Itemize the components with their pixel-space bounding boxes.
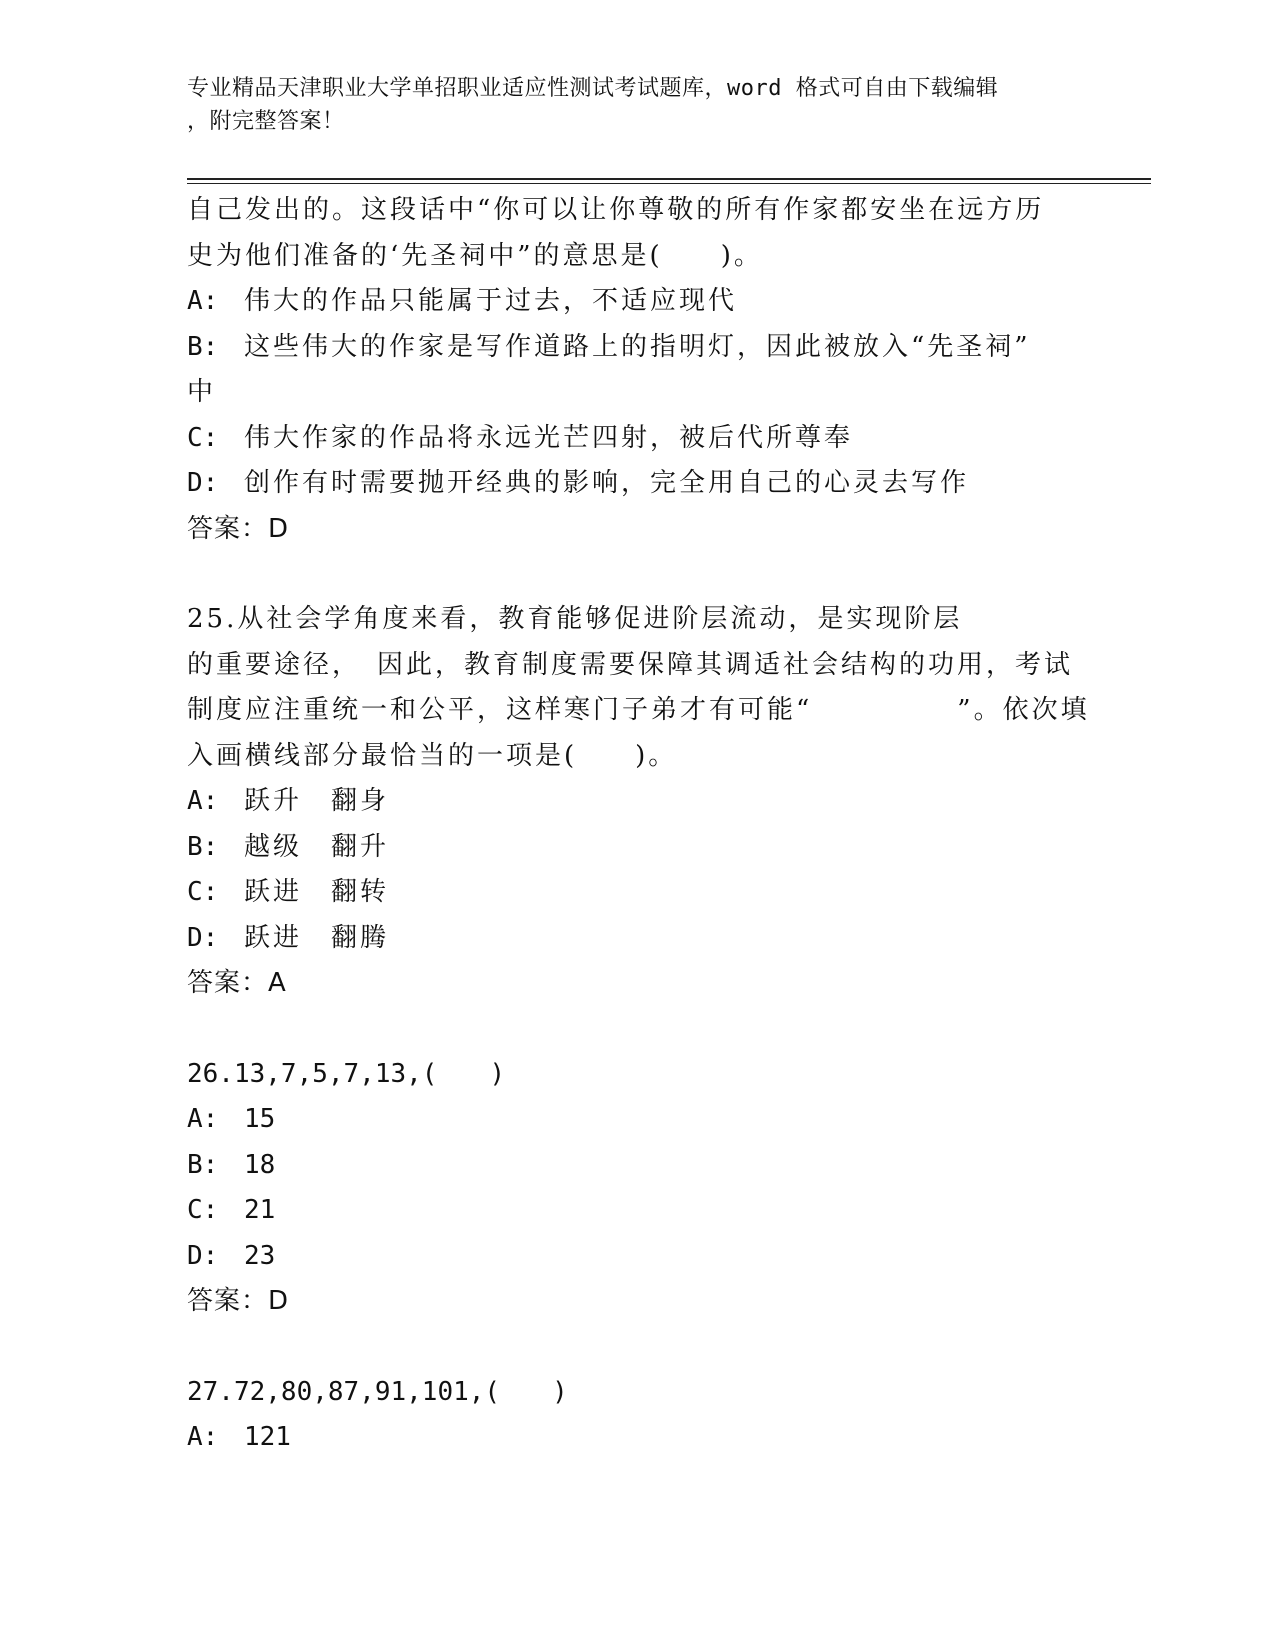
option-letter: B: xyxy=(187,331,219,362)
question-stem-line: 制度应注重统一和公平，这样寒门子弟才有可能“ ”。依次填 xyxy=(187,695,1090,725)
option-text: 18 xyxy=(244,1149,276,1180)
option-letter: D: xyxy=(187,468,219,498)
answer-label: 答案：A xyxy=(187,968,287,998)
header-line-2: ，附完整答案！ xyxy=(187,109,345,134)
question-25 xyxy=(187,597,1090,1007)
option-letter: A: xyxy=(187,786,219,816)
option-text: 跃进 翻转 xyxy=(244,877,390,907)
option-text: 15 xyxy=(244,1104,276,1134)
question-stem-line: 的重要途径， 因此，教育制度需要保障其调适社会结构的功用，考试 xyxy=(187,649,1074,680)
option-letter: B: xyxy=(187,1149,219,1180)
option-text: 21 xyxy=(244,1195,276,1225)
option-letter: C: xyxy=(187,877,219,907)
option-letter: C: xyxy=(187,1195,219,1225)
option-a xyxy=(187,1415,1087,1461)
option-d xyxy=(187,916,1087,962)
question-stem-line: 入画横线部分最恰当的一项是( )。 xyxy=(187,740,678,771)
option-letter: B: xyxy=(187,831,219,862)
header-rule-thin xyxy=(187,183,1151,184)
question-stem-line: 自己发出的。这段话中“你可以让你尊敬的所有作家都安坐在远方历 xyxy=(187,195,1045,225)
option-c xyxy=(187,416,1087,462)
option-letter: A: xyxy=(187,1104,219,1134)
option-text: 越级 翻升 xyxy=(244,831,390,862)
option-a xyxy=(187,279,1087,325)
option-letter: D: xyxy=(187,922,219,953)
option-text: 这些伟大的作家是写作道路上的指明灯，因此被放入“先圣祠” xyxy=(244,331,1031,362)
question-26 xyxy=(187,1052,1087,1325)
answer-label: 答案：D xyxy=(187,1286,290,1316)
option-letter: A: xyxy=(187,1422,219,1452)
option-d xyxy=(187,461,1087,507)
question-content xyxy=(187,188,1090,1461)
question-stem-line: 25.从社会学角度来看，教育能够促进阶层流动，是实现阶层 xyxy=(187,604,963,634)
option-b-continuation: 中 xyxy=(187,377,217,407)
option-b xyxy=(187,825,1087,871)
option-text: 121 xyxy=(244,1422,291,1452)
option-c xyxy=(187,1188,1087,1234)
header-line-1: 专业精品天津职业大学单招职业适应性测试考试题库，word 格式可自由下载编辑 xyxy=(187,76,999,101)
header-rule-thick xyxy=(187,178,1151,180)
option-c xyxy=(187,870,1087,916)
option-text: 跃进 翻腾 xyxy=(244,922,390,953)
option-b xyxy=(187,325,1087,371)
option-letter: A: xyxy=(187,286,219,316)
answer-label: 答案：D xyxy=(187,513,290,544)
question-stem-line: 27.72,80,87,91,101,( ) xyxy=(187,1376,568,1407)
option-text: 伟大作家的作品将永远光芒四射，被后代所尊奉 xyxy=(244,422,854,453)
option-letter: C: xyxy=(187,422,219,453)
option-a xyxy=(187,779,1087,825)
question-stem-line: 26.13,7,5,7,13,( ) xyxy=(187,1058,506,1089)
option-text: 23 xyxy=(244,1240,276,1271)
option-b xyxy=(187,1143,1087,1189)
document-header xyxy=(187,72,1067,138)
option-text: 伟大的作品只能属于过去，不适应现代 xyxy=(244,286,738,316)
option-text: 创作有时需要抛开经典的影响，完全用自己的心灵去写作 xyxy=(244,468,970,498)
option-letter: D: xyxy=(187,1240,219,1271)
question-27 xyxy=(187,1370,1087,1461)
option-d xyxy=(187,1234,1087,1280)
option-a xyxy=(187,1097,1087,1143)
option-text: 跃升 翻身 xyxy=(244,786,390,816)
question-24 xyxy=(187,188,1087,552)
question-stem-line: 史为他们准备的‘先圣祠中”的意思是( )。 xyxy=(187,240,763,271)
